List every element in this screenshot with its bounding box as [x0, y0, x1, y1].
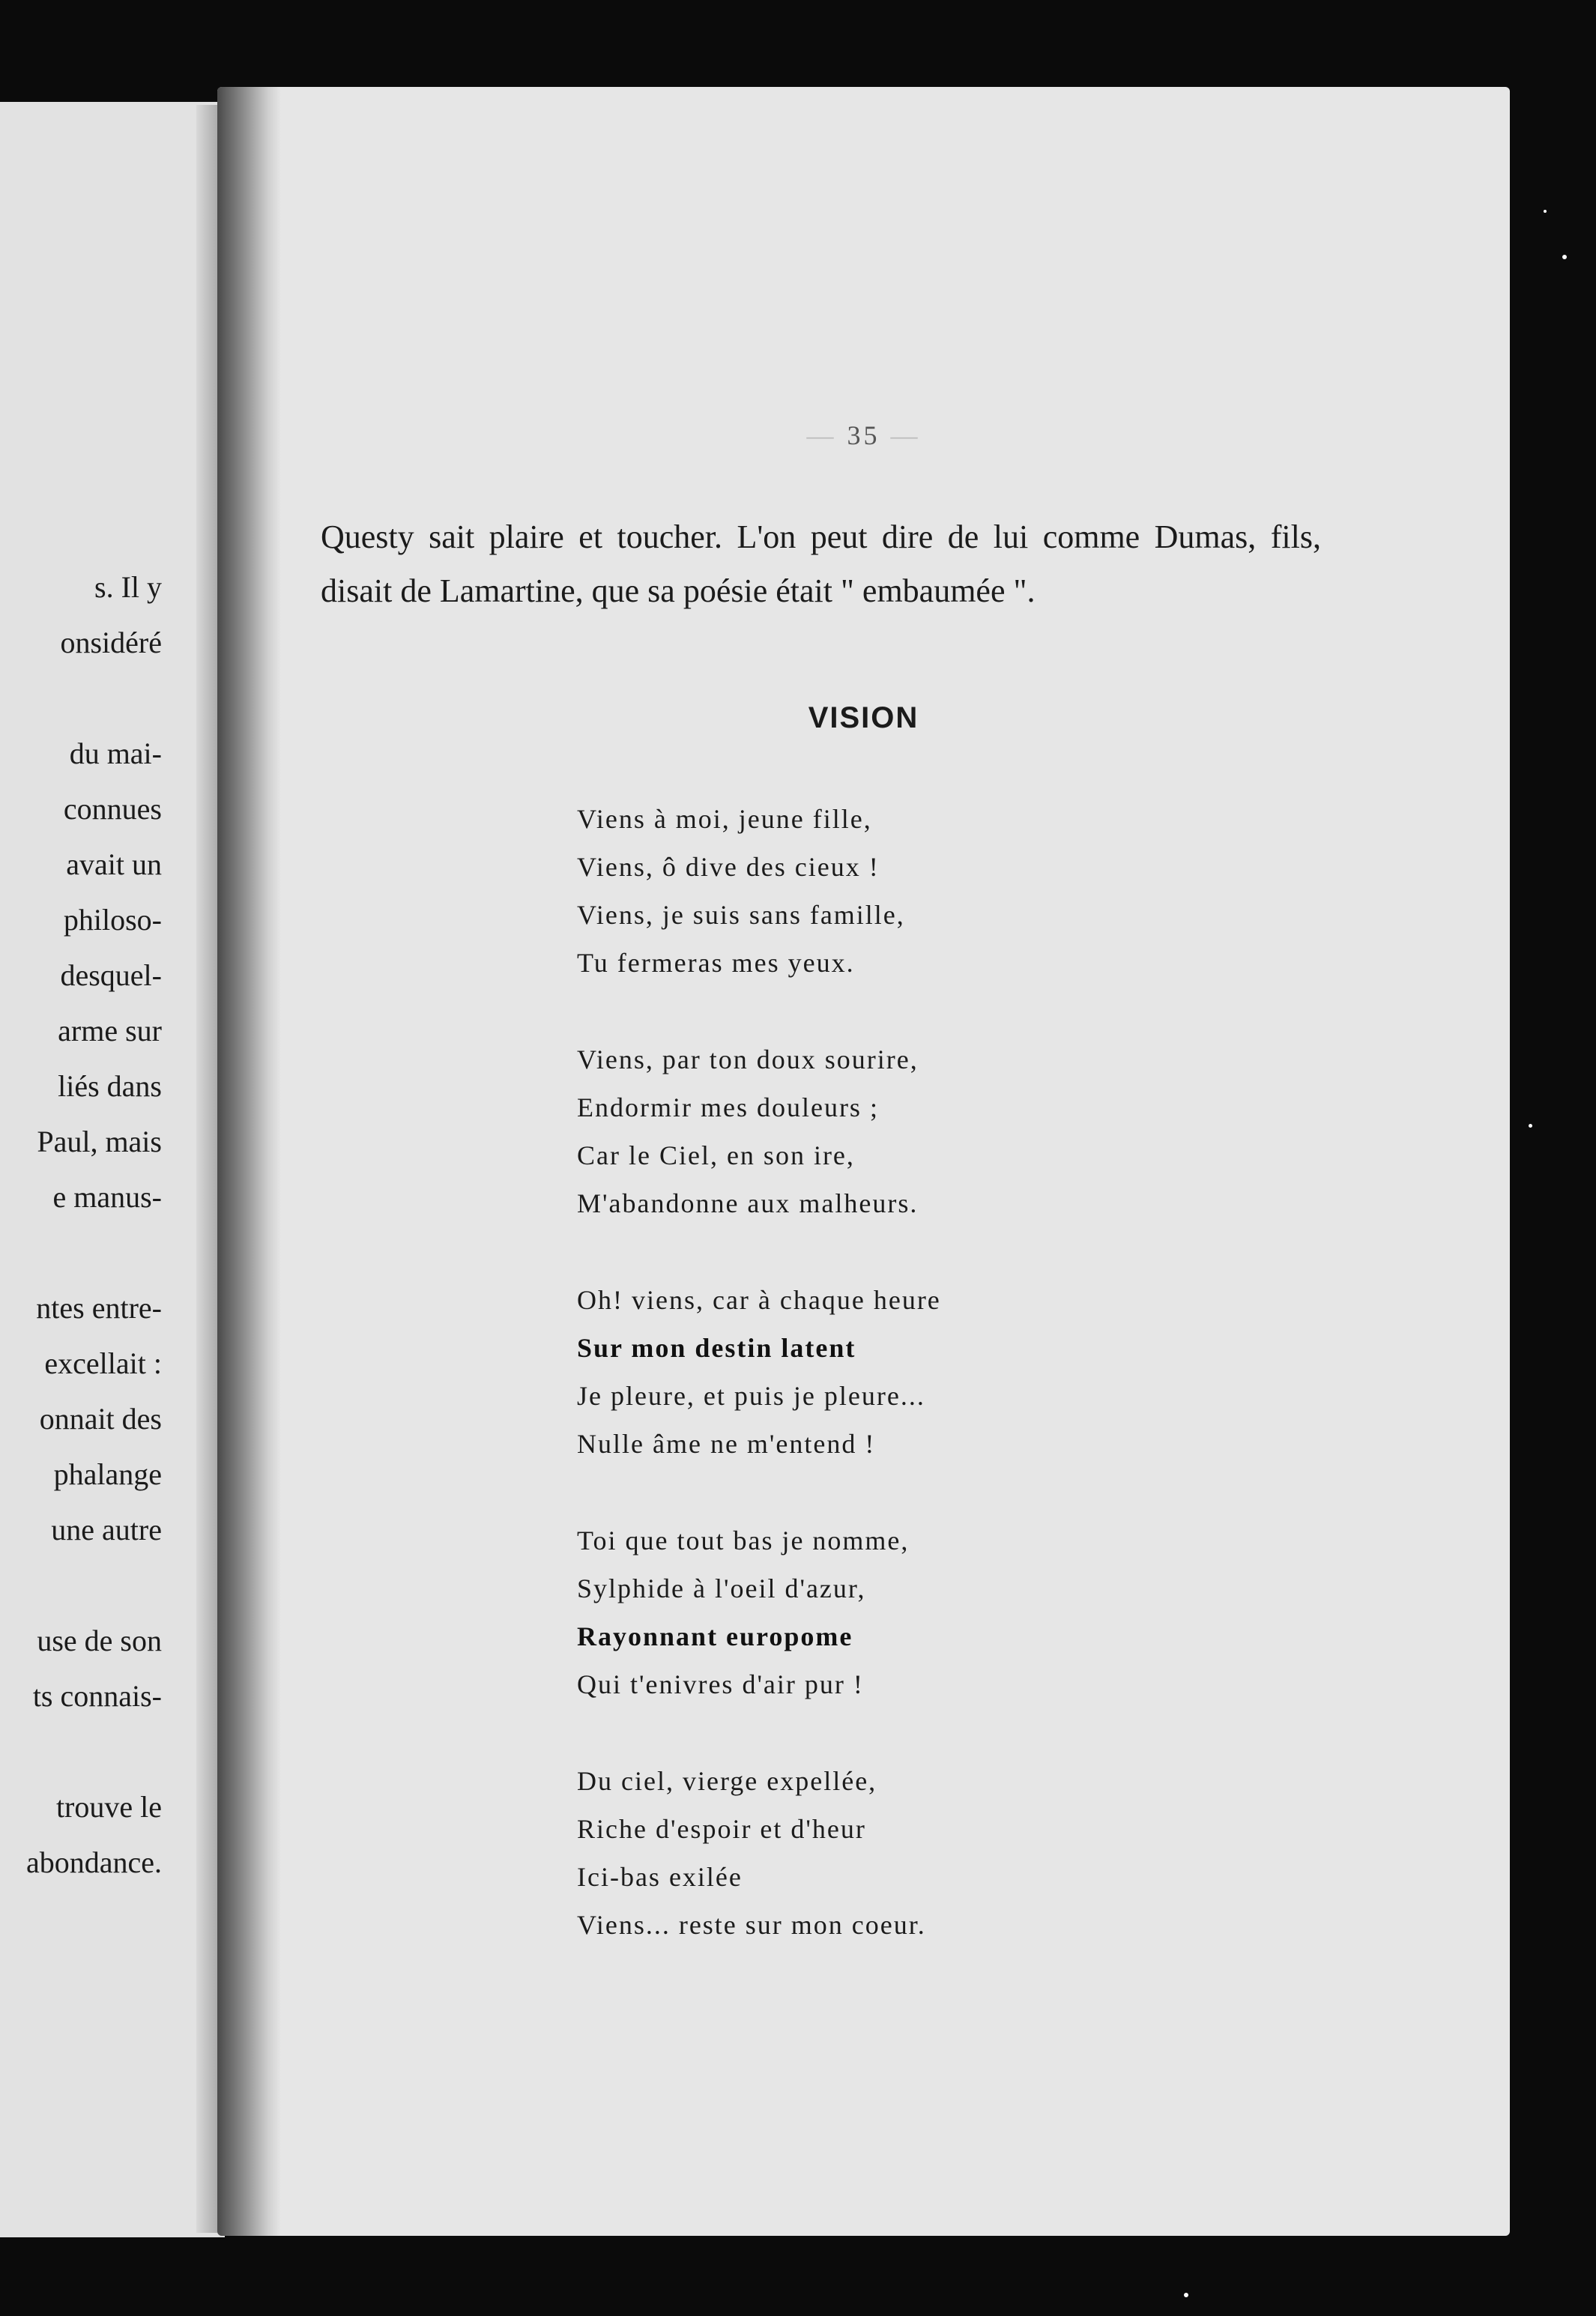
poem-verse: Viens, par ton doux sourire,	[577, 1044, 919, 1074]
poem-verse: Viens, ô dive des cieux !	[577, 852, 880, 882]
dust-speck	[1562, 255, 1567, 259]
poem-verse: Sylphide à l'oeil d'azur,	[577, 1573, 866, 1603]
poem	[577, 795, 941, 1998]
left-page-line: abondance.	[25, 1845, 162, 1879]
poem-verse: Ici-bas exilée	[577, 1862, 743, 1892]
poem-verse: Rayonnant europome	[577, 1621, 853, 1651]
poem-stanza	[577, 1035, 941, 1227]
left-page-line: e manus-	[52, 1180, 162, 1214]
left-page-line: ts connais-	[32, 1679, 162, 1713]
poem-stanza	[577, 1517, 941, 1708]
left-page-line: du mai-	[69, 737, 162, 770]
poem-verse: Viens... reste sur mon coeur.	[577, 1910, 926, 1940]
poem-verse: M'abandonne aux malheurs.	[577, 1188, 919, 1218]
dust-speck	[1184, 2293, 1188, 2297]
page-number: — 35 —	[217, 420, 1510, 451]
left-page-line: excellait :	[44, 1346, 162, 1380]
poem-verse: Qui t'enivres d'air pur !	[577, 1669, 864, 1699]
right-page	[217, 87, 1510, 2236]
poem-verse: Oh! viens, car à chaque heure	[577, 1285, 941, 1315]
poem-verse: Viens à moi, jeune fille,	[577, 804, 872, 834]
poem-verse: Du ciel, vierge expellée,	[577, 1766, 877, 1796]
left-page-line: ntes entre-	[36, 1291, 162, 1325]
intro-paragraph	[321, 510, 1321, 618]
left-page	[0, 102, 225, 2237]
left-page-line: s. Il y	[94, 570, 162, 604]
left-page-line: onsidéré	[60, 626, 162, 659]
left-page-line: Paul, mais	[37, 1125, 162, 1158]
left-page-line: trouve le	[55, 1790, 162, 1824]
poem-stanza	[577, 1757, 941, 1949]
poem-verse: Nulle âme ne m'entend !	[577, 1429, 876, 1459]
poem-title: VISION	[808, 701, 919, 734]
left-page-line: phalange	[53, 1457, 162, 1491]
poem-verse: Endormir mes douleurs ;	[577, 1092, 879, 1122]
left-page-line: use de son	[37, 1624, 162, 1657]
intro-text: Questy sait plaire et toucher. L'on peut dire de lui comme Dumas, fils, disait de Lamartine, que sa poésie était " embaumée ".	[321, 518, 1321, 609]
left-page-line: philoso-	[63, 903, 162, 937]
left-page-line: avait un	[66, 847, 162, 881]
poem-verse: Viens, je suis sans famille,	[577, 900, 905, 930]
left-page-line: connues	[63, 792, 162, 826]
poem-verse: Riche d'espoir et d'heur	[577, 1814, 866, 1844]
poem-stanza	[577, 795, 941, 987]
poem-verse: Sur mon destin latent	[577, 1333, 856, 1363]
left-page-line: onnait des	[39, 1402, 162, 1436]
page-gutter	[217, 87, 281, 2236]
poem-stanza	[577, 1276, 941, 1468]
left-page-line: arme sur	[58, 1014, 162, 1047]
poem-verse: Tu fermeras mes yeux.	[577, 948, 855, 978]
poem-verse: Je pleure, et puis je pleure...	[577, 1381, 925, 1411]
left-page-line: une autre	[51, 1513, 162, 1546]
left-page-line: liés dans	[58, 1069, 162, 1103]
dust-speck	[1529, 1124, 1532, 1128]
dust-speck	[1544, 210, 1547, 213]
poem-verse: Car le Ciel, en son ire,	[577, 1140, 855, 1170]
left-page-line: desquel-	[60, 958, 162, 992]
poem-verse: Toi que tout bas je nomme,	[577, 1526, 910, 1555]
